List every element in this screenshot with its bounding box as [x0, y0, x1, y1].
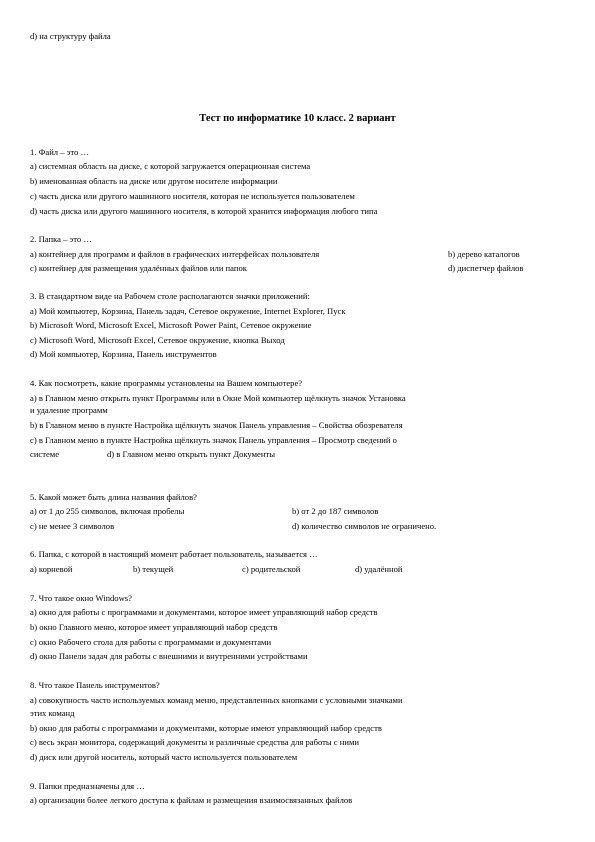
q7-option-a: a) окно для работы с программами и документами, которое имеет управляющий набор средств	[30, 607, 378, 617]
q7-option-d: d) окно Панели задач для работы с внешними и внутренними устройствами	[30, 651, 308, 661]
previous-answer-d: d) на структуру файла	[30, 31, 111, 41]
q8-option-a-cont: этих команд	[30, 708, 75, 718]
q4-option-a-cont: и удаление программ	[30, 405, 108, 415]
q7-option-c: c) окно Рабочего стола для работы с программами и документами	[30, 637, 272, 647]
q7-question: 7. Что такое окно Windows?	[30, 593, 132, 603]
q8-option-c: c) весь экран монитора, содержащий документы и различные средства для работы с ними	[30, 737, 360, 747]
q4-question: 4. Как посмотреть, какие программы установлены на Вашем компьютере?	[30, 378, 303, 388]
q3-option-b: b) Microsoft Word, Microsoft Excel, Microsoft Power Paint, Сетевое окружение	[30, 320, 312, 330]
page-title: Тест по информатике 10 класс. 2 вариант	[199, 113, 396, 124]
q5-option-d: d) количество символов не ограничено.	[292, 521, 437, 531]
q2-option-c: c) контейнер для размещения удалённых файлов или папок	[30, 263, 247, 273]
q9-option-a: a) организации более легкого доступа к файлам и размещения взаимосвязанных файлов	[30, 795, 353, 805]
q9-question: 9. Папки предназначены для …	[30, 781, 145, 791]
q2-option-a: a) контейнер для программ и файлов в графических интерфейсах пользователя	[30, 249, 320, 259]
q1-question: 1. Файл – это …	[30, 147, 90, 157]
q2-question: 2. Папка – это …	[30, 234, 92, 244]
q4-option-c-cont: системе	[30, 449, 60, 459]
q1-option-b: b) именованная область на диске или другом носителе информации	[30, 176, 278, 186]
q3-option-c: c) Microsoft Word, Microsoft Excel, Сетевое окружение, кнопка Выход	[30, 335, 285, 345]
q5-option-b: b) от 2 до 187 символов	[292, 506, 379, 516]
q7-option-b: b) окно Главного меню, которое имеет управляющий набор средств	[30, 622, 278, 632]
q3-option-d: d) Мой компьютер, Корзина, Панель инструментов	[30, 349, 217, 359]
q6-question: 6. Папка, с которой в настоящий момент работает пользователь, называется …	[30, 549, 318, 559]
q6-option-b: b) текущей	[133, 564, 174, 574]
q6-option-a: a) корневой	[30, 564, 73, 574]
q4-option-b: b) в Главном меню в пункте Настройка щёлкнуть значок Панель управления – Свойства обозревателя	[30, 420, 403, 430]
q8-option-a: a) совокупность часто используемых команд меню, представленных кнопками с условными значками	[30, 695, 403, 705]
q5-option-a: a) от 1 до 255 символов, включая пробелы	[30, 506, 185, 516]
q4-option-d: d) в Главном меню открыть пункт Документы	[107, 449, 275, 459]
q3-option-a: a) Мой компьютер, Корзина, Панель задач, Сетевое окружение, Internet Explorer, Пуск	[30, 306, 346, 316]
q4-option-a: a) в Главном меню открыть пункт Программы или в Окне Мой компьютер щёлкнуть значок Установка	[30, 393, 406, 403]
q8-question: 8. Что такое Панель инструментов?	[30, 680, 160, 690]
q2-option-d: d) диспетчер файлов	[448, 263, 524, 273]
q1-option-a: a) системная область на диске, с которой загружается операционная система	[30, 161, 311, 171]
q5-question: 5. Какой может быть длина названия файлов?	[30, 492, 197, 502]
q8-option-d: d) диск или другой носитель, который часто используется пользователем	[30, 752, 298, 762]
q8-option-b: b) окно для работы с программами и документами, которые имеют управляющий набор средств	[30, 723, 382, 733]
q4-option-c: c) в Главном меню в пункте Настройка щёлкнуть значок Панель управления – Просмотр сведений о	[30, 435, 397, 445]
q6-option-d: d) удалённой	[355, 564, 403, 574]
q2-option-b: b) дерево каталогов	[448, 249, 520, 259]
q5-option-c: c) не менее 3 символов	[30, 521, 115, 531]
q3-question: 3. В стандартном виде на Рабочем столе располагаются значки приложений:	[30, 291, 310, 301]
q1-option-c: c) часть диска или другого машинного носителя, которая не используется пользователем	[30, 191, 355, 201]
q1-option-d: d) часть диска или другого машинного носителя, в которой хранится информация любого типа	[30, 206, 378, 216]
q6-option-c: c) родительской	[242, 564, 301, 574]
